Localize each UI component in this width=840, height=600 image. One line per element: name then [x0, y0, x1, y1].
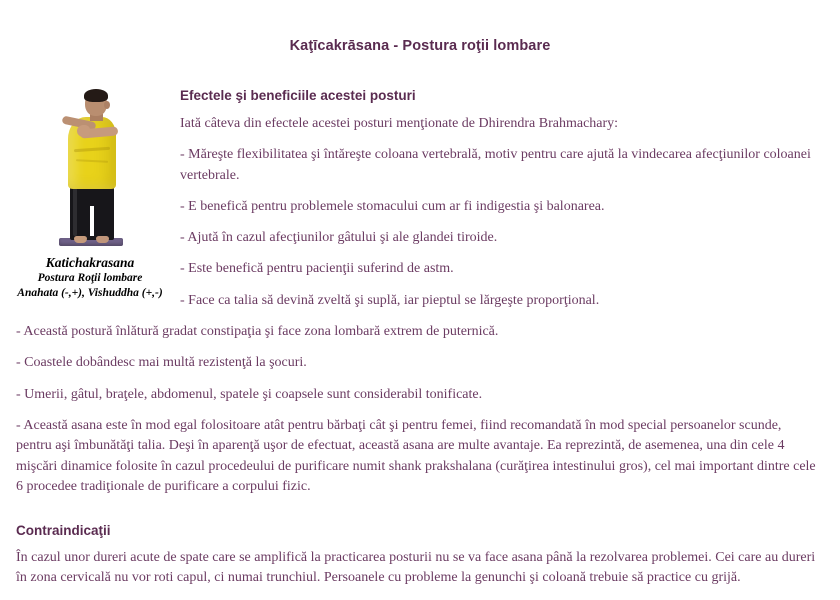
left-foot — [74, 236, 87, 243]
benefit-item: - Face ca talia să devină zveltă şi suplă, iar pieptul se lărgeşte proporţional. — [180, 292, 600, 308]
benefit-item: - Este benefică pentru pacienţii suferind de astm. — [180, 261, 454, 277]
document-body — [0, 88, 840, 600]
benefit-item: - Coastele dobândesc mai multă rezistenţă la şocuri. — [16, 355, 307, 371]
caption-chakras: Anahata (-,+), Vishuddha (+,-) — [17, 286, 163, 299]
benefit-item: - Ajută în cazul afecţiunilor gâtului şi ale glandei tiroide. — [180, 230, 498, 246]
right-foot — [96, 236, 109, 243]
contraindications-heading: Contraindicaţii — [16, 523, 111, 539]
legs-gap — [90, 206, 94, 236]
benefits-heading: Efectele şi beneficiile acestei posturi — [180, 88, 416, 103]
benefit-item: - E benefică pentru problemele stomacului cum ar fi indigestia şi balonarea. — [180, 198, 605, 214]
figure-katichakrasana — [0, 88, 180, 301]
pants-highlight — [73, 188, 77, 236]
benefit-item: - Această asana este în mod egal folositoare atât pentru bărbaţi cât şi pentru femei, fiind recomandată în mod special persoanelor scunde, pentru aşi îmbunătăţi talia. Deşi în aparenţă uşor de efectuat, această asana are multe avantaje. Ea reprezintă, de asemenea, una din cele 4 mişcări dinamice folosite în cazul procedeului de purificare numit shank prakshalana (curăţirea intestinului gros), cel mai important dintre cele 6 procedee tradiţionale de purificare a corpului fizic. — [16, 417, 816, 494]
contraindications-text: În cazul unor dureri acute de spate care se amplifică la practicarea posturii nu se va face asana până la rezolvarea problemei. Cei care au dureri în zona cervicală nu vor roti capul, ci numai trunchiul. Persoanele cu probleme la genunchi şi coloană trebuie să practice cu grijă. — [16, 550, 816, 586]
benefit-item: - Măreşte flexibilitatea şi întăreşte coloana vertebrală, motiv pentru care ajută la vindecarea afecţiunilor coloanei vertebrale. — [180, 147, 811, 183]
figure-caption — [0, 254, 180, 301]
caption-sanskrit-name: Katichakrasana — [45, 255, 135, 270]
hair — [84, 89, 108, 102]
caption-romanian-name: Postura Roţii lombare — [37, 272, 143, 285]
section-spacer — [16, 509, 820, 523]
benefits-intro: Iată câteva din efectele acestei posturi menţionate de Dhirendra Brahmachary: — [180, 116, 619, 131]
yoga-posture-photo — [40, 88, 140, 246]
benefit-item: - Umerii, gâtul, braţele, abdomenul, spatele şi coapsele sunt considerabil tonificate. — [16, 386, 483, 402]
page-title: Kaţīcakrāsana - Postura roţii lombare — [289, 38, 551, 54]
hand — [77, 125, 90, 137]
ear — [104, 101, 110, 109]
benefit-item: - Această postură înlătură gradat constipaţia şi face zona lombară extrem de puternică. — [16, 324, 499, 340]
